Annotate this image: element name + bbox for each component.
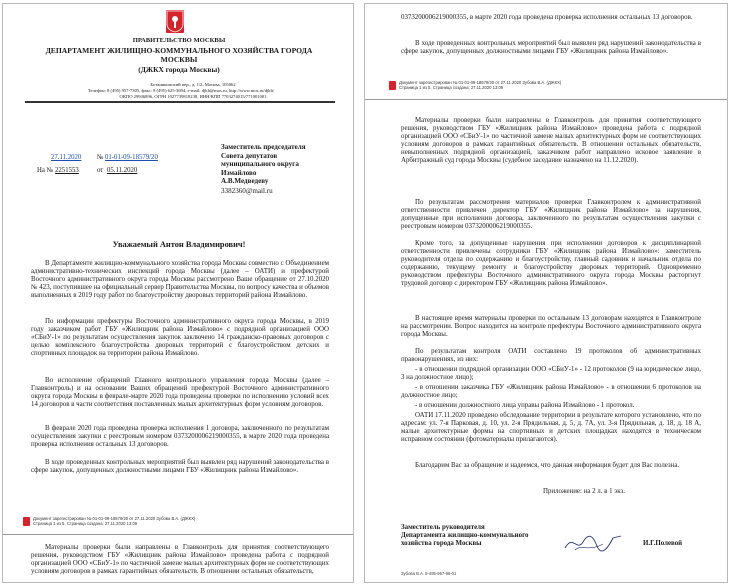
list-item: - в отношении подрядной организации ООО «СБиУ-1» - 12 протоколов (9 на юридическое лицо, 3 на должностное лицо); [401, 366, 701, 382]
on-number: 2251553 [55, 167, 79, 174]
body-paragraph: По результатам контроля ОАТИ составлено 19 протоколов об административных правонарушениях, из них: [401, 348, 701, 364]
address-line-2: Телефон: 8 (495) 957-7305, факс: 8 (495) 625-3694, e-mail: djkh@mos.ru, http://www.mos.ru/djkh/ [87, 88, 275, 93]
document-stamp-icon [389, 81, 396, 90]
address-line-1: Ботаникомский пер., д. 1/2, Москва, 105062 [150, 82, 236, 87]
footer-registration: Документ зарегистрирован № 01-01-09-18579/20 от 27.11.2020 Зубова В.А. (ДЖКХ) [399, 80, 562, 85]
moscow-coat-of-arms-icon [166, 10, 184, 33]
body-paragraph: Во исполнение обращений Главного контрольного управления города Москвы (далее – Главконтроль) и на основании Ваших обращений префектурой Восточного административного округа города Москвы в феврале-марте 2020 года проведены проверки по исполнению условий всех 14 договоров в части соответствия поставленных малых архитектурных форм условиям договоров. [31, 377, 329, 409]
signer-title [401, 524, 528, 549]
ref-number: 01-01-09-18579/20 [105, 154, 158, 161]
on-from-label: от [97, 167, 104, 174]
address-line-3: ОКПО 29946896, ОГРН 1027739818238, ИНН/КПП 7703274015/771001001 [119, 94, 267, 99]
body-paragraph: Материалы проверки были направлены в Главконтроль для принятия соответствующего решения, руководством ГБУ «Жилищник района Измайлово» проведена работа с подрядной организацией ООО «СБиУ-1» по частичной замене малых архитектурных форм не соответствующих условиям договоров в рамках гарантийных обязательств. В отношении остальных обязательств, невыполненных подрядной организацией, заказчиком работ направлено исковое заявление в Арбитражный суд города Москвы (судебное заседание назначено на 11.12.2020). [401, 117, 701, 165]
signer-title-line: хозяйства города Москвы [401, 540, 482, 548]
letter-page-1 [2, 3, 354, 583]
department-short-name: (ДЖКХ города Москвы) [138, 65, 220, 74]
ref-no-label: № [97, 154, 104, 161]
signature-icon [563, 532, 623, 554]
footer-page-info: Страница 1 из 5. Страница создана: 27.11.2020 13:09 [399, 85, 504, 90]
recipient-line: Совета депутатов [221, 151, 278, 160]
recipient-line: А.В.Медведеву [221, 177, 269, 186]
header-divider [25, 101, 335, 103]
recipient-block [221, 143, 306, 186]
recipient-line: Измайлово [221, 168, 257, 177]
footer-page-info: Страница 1 из 5. Страница создана: 27.11.2020 13:09 [33, 521, 138, 526]
body-paragraph: Кроме того, за допущенные нарушения при исполнении договоров к дисциплинарной ответственности привлечены сотрудники ГБУ «Жилищник района Измайлово»: заместитель руководителя отдела по содержанию и благоустройству, главный садовник и начальник отдела по содержанию, текущему ремонту и благоустройству дворовых территорий. Одновременно руководством префектуры Восточного административного округа города Москвы расторгнут трудовой договор с директором ГБУ «Жилищник района Измайлово». [401, 240, 701, 288]
page-break [365, 99, 728, 100]
body-paragraph: В ходе проведенных контрольных мероприятий был выявлен ряд нарушений законодательства в сфере закупок, допущенных должностными лицами ГБУ «Жилищник района Измайлово». [401, 40, 701, 56]
recipient-email: 3382360@mail.ru [221, 187, 273, 195]
on-date: 05.11.2020 [107, 167, 138, 174]
page-break [3, 534, 354, 535]
signer-name: И.Г.Полевой [643, 540, 683, 547]
document-stamp-icon [23, 517, 30, 526]
list-item: - в отношении должностного лица управы района Измайлово - 1 протокол. [415, 402, 635, 409]
body-paragraph: Благодарим Вас за обращение и надеемся, что данная информация будет для Вас полезна. [415, 462, 680, 469]
recipient-line: муниципального округа [221, 160, 299, 169]
body-paragraph: По информации префектуры Восточного административного округа города Москвы, в 2019 году заказчиком работ ГБУ «Жилищник района Измайлово» с подрядной организацией ООО «СБиУ-1» по результатам осуществления закупок заключено 14 гражданско-правовых договоров с целью комплексного благоустройства дворовых территорий с благоустройством детских и спортивных площадок на территории района Измайлово. [31, 318, 329, 358]
on-no-label: На № [37, 167, 54, 174]
body-paragraph: В настоящее время материалы проверки по остальным 13 договорам находятся в Главконтроле на рассмотрении. Вопрос находится на контроле префектуры Восточного административного округа города Москвы. [401, 315, 701, 339]
body-paragraph: Материалы проверки были направлены в Главконтроль для принятия соответствующего решения, руководством ГБУ «Жилищник района Измайлово» проведена работа с подрядной организацией ООО «СБиУ-1» по частичной замене малых архитектурных форм не соответствующих условиям договоров в рамках гарантийных обязательств. В отношении остальных обязательств, [31, 544, 329, 576]
signer-title-line: Заместитель руководителя [401, 524, 485, 531]
department-name: ДЕПАРТАМЕНТ ЖИЛИЩНО-КОММУНАЛЬНОГО ХОЗЯЙСТВА ГОРОДА МОСКВЫ [45, 46, 313, 64]
recipient-line: Заместитель председателя [221, 143, 306, 151]
footer-registration: Документ зарегистрирован № 01-01-09-18579/20 от 27.11.2020 Зубова В.А. (ДЖКХ) [33, 516, 196, 521]
body-paragraph: В феврале 2020 года проведена проверка исполнения 1 договора, заключенного по результатам осуществления закупки с реестровым номером 0373200006219000355, в марте 2020 года проведена проверка исполнения остальных 13 договоров. [31, 425, 329, 449]
salutation: Уважаемый Антон Владимирович! [112, 240, 246, 249]
signer-title-line: Департамента жилищно-коммунального [401, 532, 529, 540]
ref-date: 27.11.2020 [51, 154, 82, 161]
body-paragraph: 0373200006219000355, в марте 2020 года проведена проверка исполнения остальных 13 договоров. [401, 14, 693, 21]
body-paragraph: В Департаменте жилищно-коммунального хозяйства города Москвы совместно с Объединением административно-технических инспекций города Москвы (далее – ОАТИ) и префектурой Восточного административного округа города Москвы рассмотрено Ваше обращение от 27.10.2020 № 423, поступившее на официальный сервер Правительства Москвы, по вопросу качества и объемов выполненных в 2019 году работ по благоустройству дворовых территорий района Измайлово. [31, 260, 329, 300]
attachment-note: Приложение: на 2 л. в 1 экз. [543, 488, 625, 495]
body-paragraph: По результатам рассмотрения материалов проверки Главконтролем к административной ответственности привлечен директор ГБУ «Жилищник района Измайлово» за нарушения, допущенные при исполнении договора, заключенного по результатам осуществления закупки с реестровым номером 0373200006219000355. [401, 199, 701, 231]
body-paragraph: В ходе проведенных контрольных мероприятий был выявлен ряд нарушений законодательства в сфере закупок, допущенных должностными лицами ГБУ «Жилищник района Измайлово». [31, 459, 329, 475]
letter-page-2 [364, 3, 728, 583]
org-name: ПРАВИТЕЛЬСТВО МОСКВЫ [132, 37, 226, 44]
executor-info: Зубова В.А. 8-495-957-96-01 [401, 571, 457, 576]
body-paragraph: ОАТИ 17.11.2020 проведено обследование территории в результате которого установлено, что по адресам: ул. 7-я Парковая, д. 10, ул. 2-я Прядильная, д. 5, д. 7А, ул. 3-я Прядильная, д. 18, д. 18 А, малые архитектурные формы на спортивных и детских площадках находятся в техническом исправном состоянии (фотоматериалы прилагаются). [401, 412, 701, 444]
list-item: - в отношении заказчика ГБУ «Жилищник района Измайлово» - в отношении 6 протоколов на должностное лицо; [401, 384, 701, 400]
